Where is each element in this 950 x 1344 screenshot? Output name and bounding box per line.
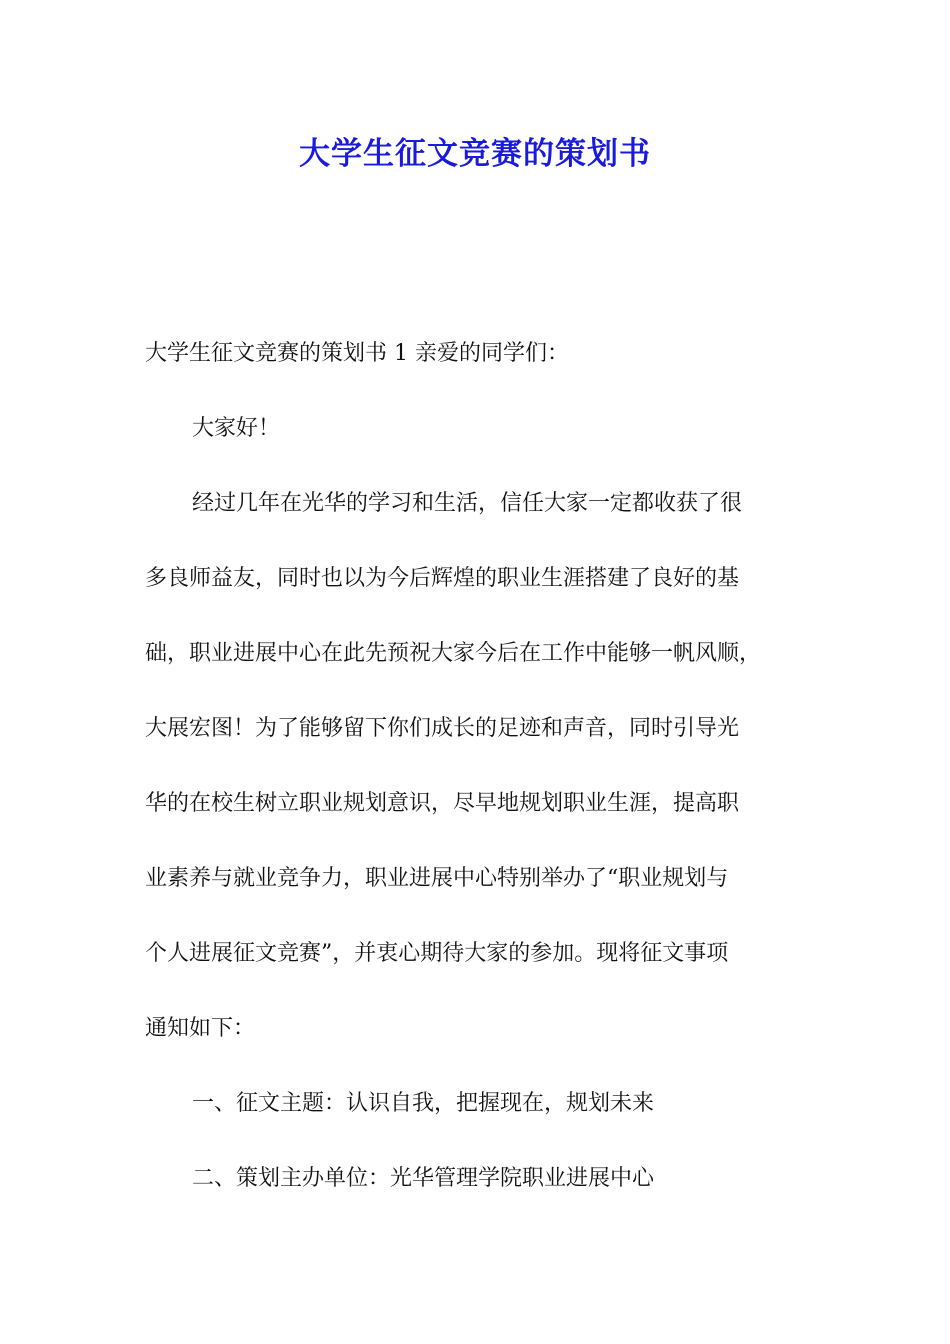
- section-item-theme: 一、征文主题：认识自我，把握现在，规划未来: [192, 1091, 655, 1116]
- body-line: 华的在校生树立职业规划意识，尽早地规划职业生涯，提高职: [145, 791, 740, 816]
- body-line-opening: 大学生征文竞赛的策划书 1 亲爱的同学们：: [145, 341, 569, 366]
- body-line: 大展宏图！为了能够留下你们成长的足迹和声音，同时引导光: [145, 716, 740, 741]
- document-title: 大学生征文竞赛的策划书: [299, 136, 651, 172]
- section-item-organizer: 二、策划主办单位：光华管理学院职业进展中心: [192, 1166, 655, 1191]
- body-line: 础，职业进展中心在此先预祝大家今后在工作中能够一帆风顺，: [145, 641, 762, 666]
- body-line: 通知如下：: [145, 1016, 256, 1041]
- body-line: 个人进展征文竞赛”，并衷心期待大家的参加。现将征文事项: [145, 941, 729, 966]
- body-line-greeting: 大家好！: [192, 416, 281, 441]
- body-line: 业素养与就业竞争力，职业进展中心特别举办了“职业规划与: [145, 866, 729, 891]
- body-line: 多良师益友，同时也以为今后辉煌的职业生涯搭建了良好的基: [145, 566, 740, 591]
- body-line: 经过几年在光华的学习和生活，信任大家一定都收获了很: [192, 491, 743, 516]
